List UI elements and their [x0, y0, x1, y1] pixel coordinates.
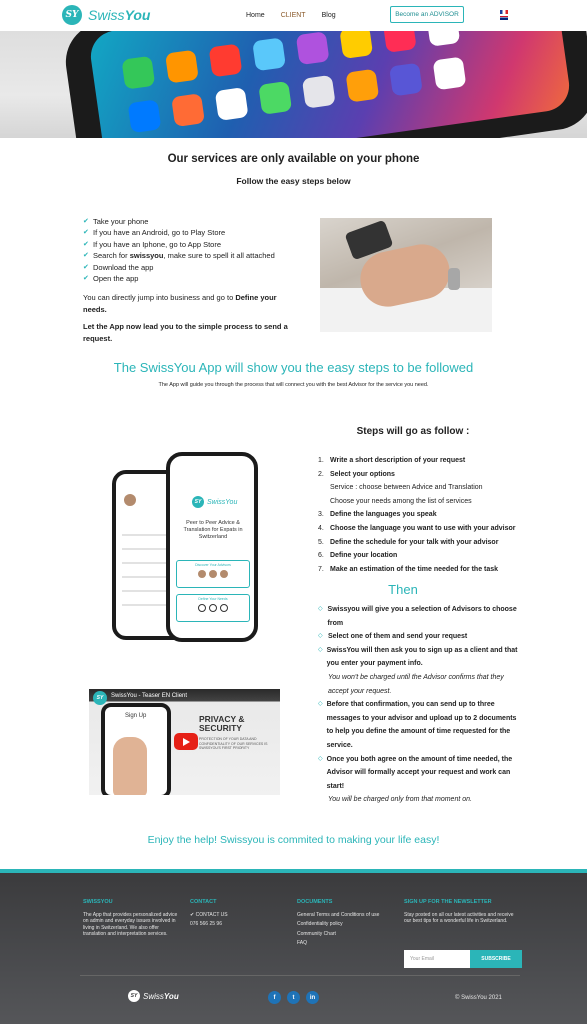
list-item: 5. Define the schedule for your talk with your advisor	[318, 538, 499, 546]
list-item: ◇ Select one of them and send your request	[318, 630, 518, 644]
twitter-icon[interactable]: t	[287, 991, 300, 1004]
app-icon	[339, 31, 373, 59]
services-subtitle: Follow the easy steps below	[236, 176, 351, 186]
app-icon	[258, 81, 292, 115]
diamond-bullet-icon: ◇	[318, 646, 323, 653]
main-nav	[246, 12, 336, 19]
facebook-icon[interactable]: f	[268, 991, 281, 1004]
community-chart-link[interactable]: Community Chart	[297, 930, 336, 937]
list-item: 7. Make an estimation of the time needed for the task	[318, 565, 499, 573]
check-icon: ✔	[83, 218, 89, 225]
app-icon	[296, 31, 330, 65]
mockup-avatars	[177, 570, 249, 578]
mockup-logo	[192, 496, 237, 508]
then-list	[318, 603, 518, 807]
hand-phone-photo	[320, 218, 492, 332]
list-item: ✔ Search for swissyou, make sure to spell it all attached	[83, 251, 275, 261]
list-item: ✔ Download the app	[83, 262, 154, 272]
list-item: ◇ SwissYou will then ask you to sign up as a client and that you enter your payment info.	[318, 644, 518, 671]
app-icon	[165, 50, 199, 84]
photo-watch	[448, 268, 460, 290]
hero-image	[0, 31, 587, 138]
lead-text: Let the App now lead you to the simple process to send a request.	[83, 322, 288, 343]
brand-name: SwissYou	[88, 7, 151, 23]
enjoy-text: Enjoy the help! Swissyou is commited to making your life easy!	[147, 834, 440, 846]
steps-checklist	[83, 216, 298, 284]
video-privacy: PRIVACY & SECURITY	[199, 714, 245, 733]
then-title: Then	[388, 582, 418, 597]
check-icon: ✔	[190, 912, 196, 919]
footer-contact	[190, 899, 280, 928]
check-icon: ✔	[83, 229, 89, 237]
list-item: 3. Define the languages you speak	[318, 511, 437, 519]
footer-about-text: The App that provides personalized advice on admin and everyday issues involved in living in Switzerland. We also offer translation and interpretation services.	[83, 912, 178, 937]
list-item: 2. Select your options	[318, 470, 395, 478]
app-icon	[389, 63, 423, 97]
linkedin-icon[interactable]: in	[306, 991, 319, 1004]
subscribe-button[interactable]: SUBSCRIBE	[470, 950, 522, 968]
video-signup: Sign Up	[125, 713, 147, 719]
mockup-brand: SwissYou	[207, 498, 238, 506]
footer-logo[interactable]	[128, 990, 179, 1002]
app-icon	[215, 87, 249, 121]
social-links	[268, 991, 319, 1004]
footer-phone[interactable]: 076 566 25 96	[190, 921, 222, 928]
copyright: © SwissYou 2021	[455, 995, 502, 1001]
faq-link[interactable]: FAQ	[297, 939, 308, 946]
services-title: Our services are only available on your phone	[167, 153, 420, 165]
confidentiality-link[interactable]: Confidentiality policy	[297, 921, 343, 928]
lang-en[interactable]	[500, 16, 508, 20]
mockup-card-advisors	[176, 560, 250, 588]
diamond-bullet-icon: ◇	[318, 701, 323, 708]
jump-text: You can directly jump into business and go to Define your needs.	[83, 293, 277, 314]
mockup-card-title: Define Your Needs	[198, 597, 228, 601]
steps-title: Steps will go as follow :	[356, 426, 470, 437]
footer-documents	[297, 899, 397, 949]
list-item: ✔ Open the app	[83, 274, 139, 284]
flag-en-icon	[500, 16, 508, 20]
app-icon	[171, 93, 205, 127]
footer-about	[83, 899, 183, 937]
video-privacy-text: PROTECTION OF YOUR DATA AND CONFIDENTIALITY OF OUR SERVICES IS SWISSYOU'S FIRST PRIORITY	[199, 737, 268, 750]
footer-newsletter	[404, 899, 514, 925]
app-icon	[209, 43, 243, 77]
list-item: ✔ If you have an Android, go to Play Store	[83, 228, 226, 238]
logo-mark-icon: SY	[128, 990, 140, 1002]
app-mockup	[98, 446, 270, 650]
terms-link[interactable]: General Terms and Conditions of use	[297, 912, 380, 919]
nav-client[interactable]: CLIENT	[280, 12, 306, 19]
check-icon: ✔	[83, 252, 89, 260]
avatar	[124, 494, 136, 506]
logo-mark-icon: SY	[62, 5, 82, 25]
nav-blog[interactable]: Blog	[321, 12, 336, 19]
footer-newsletter-text: Stay posted on all our latest activities and receive our best tips for a wonderful life in Switzerland.	[404, 912, 514, 925]
lang-fr[interactable]	[500, 10, 508, 14]
newsletter-email-input[interactable]: Your Email	[404, 950, 470, 968]
footer-newsletter-title: SIGN UP FOR THE NEWSLETTER	[404, 899, 492, 905]
list-item: ✔ Take your phone	[83, 217, 149, 226]
mockup-tagline: Peer to Peer Advice & Translation for Expats in Switzerland	[183, 520, 243, 540]
list-item: 4. Choose the language you want to use with your advisor	[318, 524, 516, 532]
app-icon	[252, 37, 286, 71]
footer-brand: SwissYou	[143, 991, 179, 1001]
app-icon	[433, 56, 467, 90]
app-icon	[302, 75, 336, 109]
diamond-bullet-icon: ◇	[318, 606, 323, 612]
list-item: 1. Write a short description of your request	[318, 457, 466, 464]
list-item: ◇ Before that confirmation, you can send up to three messages to your advisor and upload up to 2 documents to help you define the amount of time requested for the service.	[318, 698, 518, 752]
app-icon	[121, 56, 155, 90]
app-section-subtitle: The App will guide you through the process that will connect you with the best Advisor for the service you need.	[158, 382, 429, 388]
app-icon	[383, 31, 417, 53]
mockup-card-title: Discover Your Advisors	[195, 563, 231, 567]
brand-logo[interactable]	[62, 5, 150, 25]
become-advisor-button[interactable]: Become an ADVISOR	[390, 6, 464, 23]
diamond-bullet-icon: ◇	[318, 633, 323, 640]
list-item: 6. Define your location	[318, 552, 398, 560]
language-switcher	[500, 10, 508, 20]
list-note: You won't be charged until the Advisor confirms that they accept your request.	[328, 673, 504, 695]
list-item: ✔ If you have an Iphone, go to App Store	[83, 239, 222, 249]
list-item: Service : choose between Advice and Translation	[330, 484, 483, 492]
play-icon[interactable]	[174, 733, 198, 750]
mockup-phone-front	[166, 452, 258, 642]
contact-link[interactable]: ✔ CONTACT US	[190, 912, 228, 919]
footer-docs-title: DOCUMENTS	[297, 899, 333, 905]
list-note: You will be charged only from that moment on.	[328, 796, 472, 804]
list-item: ◇ Once you both agree on the amount of time needed, the Advisor will formally accept your request and work can start!	[318, 753, 518, 794]
list-item: Choose your needs among the list of services	[330, 497, 472, 505]
flag-fr-icon	[500, 10, 508, 14]
app-icon-grid	[121, 31, 466, 133]
mockup-need-icons	[177, 604, 249, 612]
footer-about-title: SWISSYOU	[83, 899, 113, 905]
check-icon: ✔	[83, 240, 89, 248]
mockup-card-needs	[176, 594, 250, 622]
app-icon	[345, 69, 379, 103]
steps-list	[318, 454, 518, 576]
nav-home[interactable]: Home	[246, 12, 265, 19]
diamond-bullet-icon: ◇	[318, 755, 323, 762]
footer-divider	[80, 975, 520, 976]
app-icon	[128, 99, 162, 133]
app-section-title: The SwissYou App will show you the easy steps to be followed	[113, 360, 474, 375]
check-icon: ✔	[83, 263, 89, 271]
video-player[interactable]	[89, 689, 280, 795]
check-icon: ✔	[83, 275, 89, 283]
channel-icon: SY	[93, 691, 107, 705]
footer-contact-title: CONTACT	[190, 899, 217, 905]
list-item: ◇ Swissyou will give you a selection of Advisors to choose from	[318, 603, 518, 630]
site-footer	[0, 873, 587, 1024]
video-hand	[113, 737, 147, 795]
app-icon	[426, 31, 460, 47]
video-title[interactable]: SwissYou - Teaser EN Client	[111, 693, 188, 699]
logo-mark-icon: SY	[192, 496, 204, 508]
site-header	[0, 0, 587, 31]
